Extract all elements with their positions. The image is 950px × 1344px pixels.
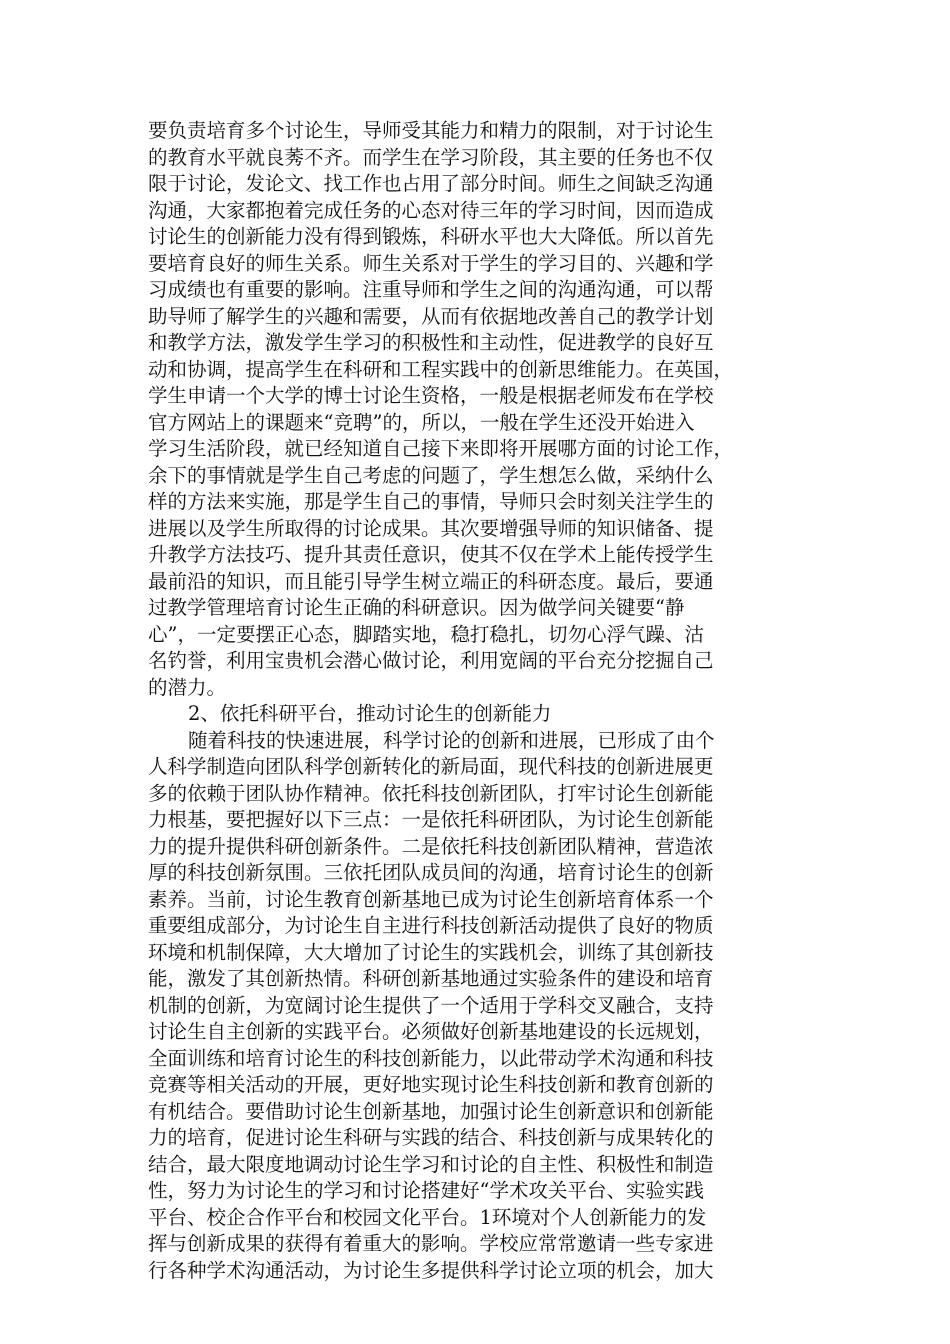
text-line: 力根基，要把握好以下三点：一是依托科研团队，为讨论生创新能 bbox=[148, 808, 714, 831]
text-line: 多的依赖于团队协作精神。依托科技创新团队，打牢讨论生创新能 bbox=[148, 781, 714, 805]
document-body bbox=[148, 118, 798, 1284]
text-line: 讨论生自主创新的实践平台。必须做好创新基地建设的长远规划， bbox=[148, 1020, 714, 1043]
text-line: 习成绩也有重要的影响。注重导师和学生之间的沟通沟通，可以帮 bbox=[148, 278, 714, 301]
text-line: 性，努力为讨论生的学习和讨论搭建好“学术攻关平台、实验实践 bbox=[148, 1179, 704, 1202]
text-line: 的教育水平就良莠不齐。而学生在学习阶段，其主要的任务也不仅 bbox=[148, 145, 714, 169]
text-line: 助导师了解学生的兴趣和需要，从而有依据地改善自己的教学计划 bbox=[148, 304, 714, 328]
text-line: 学习生活阶段，就已经知道自己接下来即将开展哪方面的讨论工作， bbox=[148, 437, 734, 460]
text-line: 结合，最大限度地调动讨论生学习和讨论的自主性、积极性和制造 bbox=[148, 1152, 714, 1176]
text-line: 随着科技的快速进展，科学讨论的创新和进展，已形成了由个 bbox=[188, 728, 715, 752]
text-line: 样的方法来实施，那是学生自己的事情，导师只会时刻关注学生的 bbox=[148, 490, 714, 513]
text-line: 限于讨论，发论文、找工作也占用了部分时间。师生之间缺乏沟通 bbox=[148, 172, 714, 195]
text-line: 重要组成部分，为讨论生自主进行科技创新活动提供了良好的物质 bbox=[148, 914, 714, 937]
text-line: 最前沿的知识，而且能引导学生树立端正的科研态度。最后，要通 bbox=[148, 569, 714, 593]
text-line: 动和协调，提高学生在科研和工程实践中的创新思维能力。在英国， bbox=[148, 357, 734, 381]
text-line: 沟通，大家都抱着完成任务的心态对待三年的学习时间，因而造成 bbox=[148, 198, 714, 222]
text-line: 竞赛等相关活动的开展，更好地实现讨论生科技创新和教育创新的 bbox=[148, 1073, 714, 1096]
text-line: 要培育良好的师生关系。师生关系对于学生的学习目的、兴趣和学 bbox=[148, 251, 714, 275]
text-line: 素养。当前，讨论生教育创新基地已成为讨论生创新培育体系一个 bbox=[148, 887, 714, 911]
text-line: 和教学方法，激发学生学习的积极性和主动性，促进教学的良好互 bbox=[148, 331, 714, 354]
text-line: 挥与创新成果的获得有着重大的影响。学校应常常邀请一些专家进 bbox=[148, 1232, 714, 1255]
text-line: 讨论生的创新能力没有得到锻炼，科研水平也大大降低。所以首先 bbox=[148, 225, 714, 248]
text-line: 全面训练和培育讨论生的科技创新能力，以此带动学术沟通和科技 bbox=[148, 1046, 714, 1070]
text-line: 行各种学术沟通活动，为讨论生多提供科学讨论立项的机会，加大 bbox=[148, 1258, 714, 1282]
text-line: 有机结合。要借助讨论生创新基地，加强讨论生创新意识和创新能 bbox=[148, 1099, 714, 1123]
text-line: 厚的科技创新氛围。三依托团队成员间的沟通，培育讨论生的创新 bbox=[148, 861, 714, 884]
text-line: 进展以及学生所取得的讨论成果。其次要增强导师的知识储备、提 bbox=[148, 516, 714, 540]
text-line: 力的提升提供科研创新条件。二是依托科技创新团队精神，营造浓 bbox=[148, 834, 714, 858]
text-line: 官方网站上的课题来“竞聘”的，所以，一般在学生还没开始进入 bbox=[148, 410, 695, 434]
text-line: 学生申请一个大学的博士讨论生资格，一般是根据老师发布在学校 bbox=[148, 384, 714, 407]
section-heading: 2、依托科研平台，推动讨论生的创新能力 bbox=[188, 702, 552, 725]
text-line: 平台、校企合作平台和校园文化平台。1环境对个人创新能力的发 bbox=[148, 1205, 707, 1229]
text-line: 升教学方法技巧、提升其责任意识，使其不仅在学术上能传授学生 bbox=[148, 543, 714, 566]
text-line: 人科学制造向团队科学创新转化的新局面，现代科技的创新进展更 bbox=[148, 755, 714, 778]
text-line: 能，激发了其创新热情。科研创新基地通过实验条件的建设和培育 bbox=[148, 967, 714, 990]
text-line: 余下的事情就是学生自己考虑的问题了，学生想怎么做，采纳什么 bbox=[148, 463, 714, 487]
paragraph bbox=[148, 728, 798, 1285]
text-line: 力的培育，促进讨论生科研与实践的结合、科技创新与成果转化的 bbox=[148, 1126, 714, 1149]
paragraph-continued bbox=[148, 118, 798, 701]
text-line: 过教学管理培育讨论生正确的科研意识。因为做学问关键要“静 bbox=[148, 596, 685, 619]
text-line: 机制的创新，为宽阔讨论生提供了一个适用于学科交叉融合，支持 bbox=[148, 993, 714, 1017]
text-line: 环境和机制保障，大大增加了讨论生的实践机会，训练了其创新技 bbox=[148, 940, 714, 964]
text-line: 名钓誉，利用宝贵机会潜心做讨论，利用宽阔的平台充分挖掘自己 bbox=[148, 649, 714, 672]
text-line: 的潜力。 bbox=[148, 675, 227, 699]
text-line: 要负责培育多个讨论生，导师受其能力和精力的限制，对于讨论生 bbox=[148, 119, 714, 142]
text-line: 心”，一定要摆正心态，脚踏实地，稳打稳扎，切勿心浮气躁、沽 bbox=[148, 622, 704, 646]
